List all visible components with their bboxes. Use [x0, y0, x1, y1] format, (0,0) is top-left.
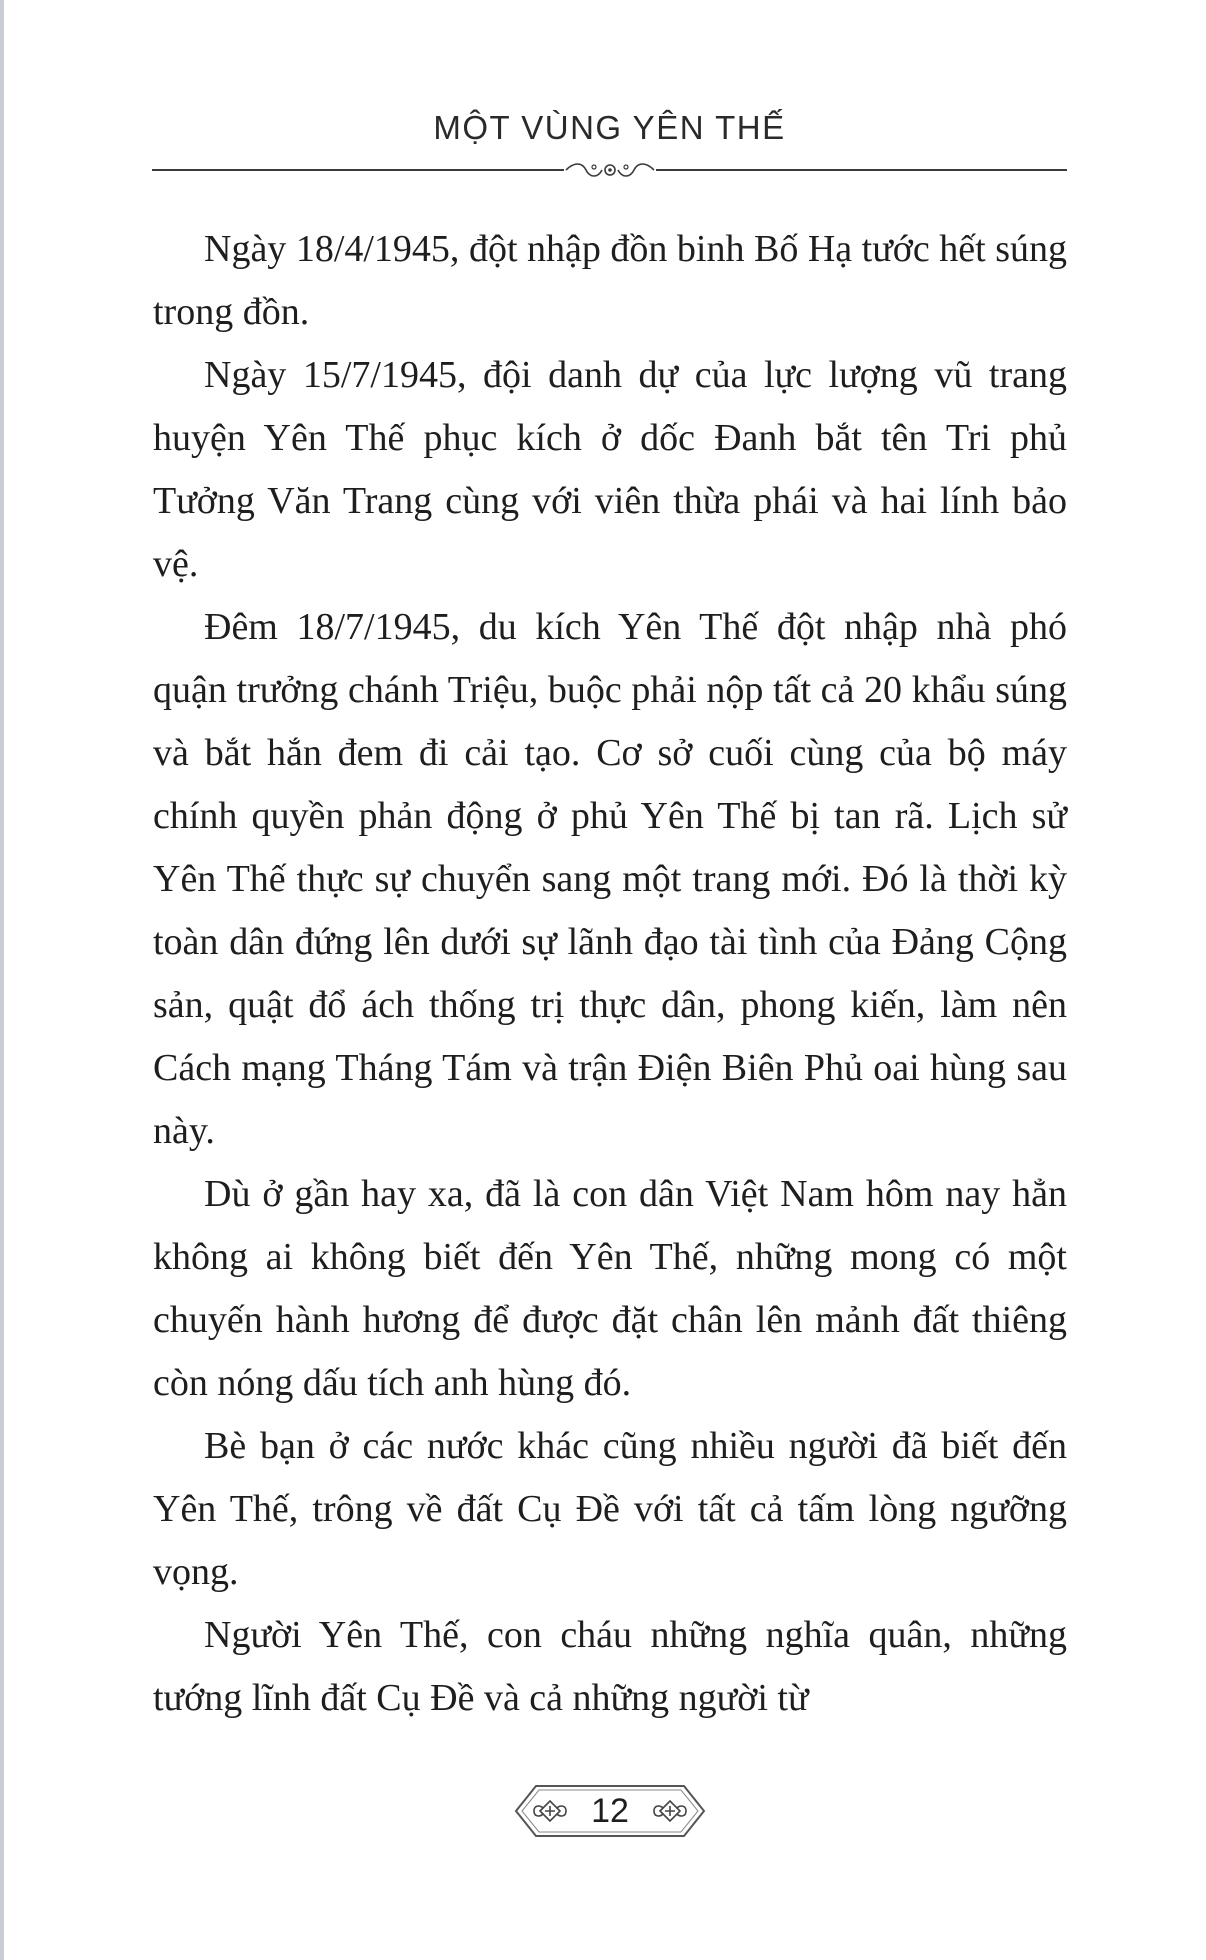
- running-title: MỘT VÙNG YÊN THẾ: [433, 109, 786, 146]
- page-footer: [0, 1780, 1206, 1850]
- paragraph: Người Yên Thế, con cháu những nghĩa quân, những tướng lĩnh đất Cụ Đề và cả những người từ: [153, 1614, 1067, 1719]
- running-header: [152, 108, 1067, 178]
- paragraph: Ngày 15/7/1945, đội danh dự của lực lượng vũ trang huyện Yên Thế phục kích ở dốc Đanh bắt tên Tri phủ Tưởng Văn Trang cùng với viên thừa phái và hai lính bảo vệ.: [153, 354, 1067, 585]
- paragraph: Ngày 18/4/1945, đột nhập đồn binh Bố Hạ tước hết súng trong đồn.: [153, 228, 1067, 333]
- page-number: 12: [591, 1792, 629, 1830]
- paragraph: Bè bạn ở các nước khác cũng nhiều người đã biết đến Yên Thế, trông về đất Cụ Đề với tất cả tấm lòng ngưỡng vọng.: [153, 1425, 1067, 1593]
- header-rule: [152, 162, 1067, 178]
- paragraph: Dù ở gần hay xa, đã là con dân Việt Nam hôm nay hẳn không ai không biết đến Yên Thế, những mong có một chuyến hành hương để được đặt chân lên mảnh đất thiêng còn nóng dấu tích anh hùng đó.: [153, 1173, 1067, 1404]
- paragraph: Đêm 18/7/1945, du kích Yên Thế đột nhập nhà phó quận trưởng chánh Triệu, buộc phải nộp tất cả 20 khẩu súng và bắt hắn đem đi cải tạo. Cơ sở cuối cùng của bộ máy chính quyền phản động ở phủ Yên Thế bị tan rã. Lịch sử Yên Thế thực sự chuyển sang một trang mới. Đó là thời kỳ toàn dân đứng lên dưới sự lãnh đạo tài tình của Đảng Cộng sản, quật đổ ách thống trị thực dân, phong kiến, làm nên Cách mạng Tháng Tám và trận Điện Biên Phủ oai hùng sau này.: [153, 606, 1067, 1152]
- page-left-edge: [0, 0, 4, 1960]
- body-text: [153, 218, 1067, 1730]
- ornament-flourish-icon: [560, 158, 660, 182]
